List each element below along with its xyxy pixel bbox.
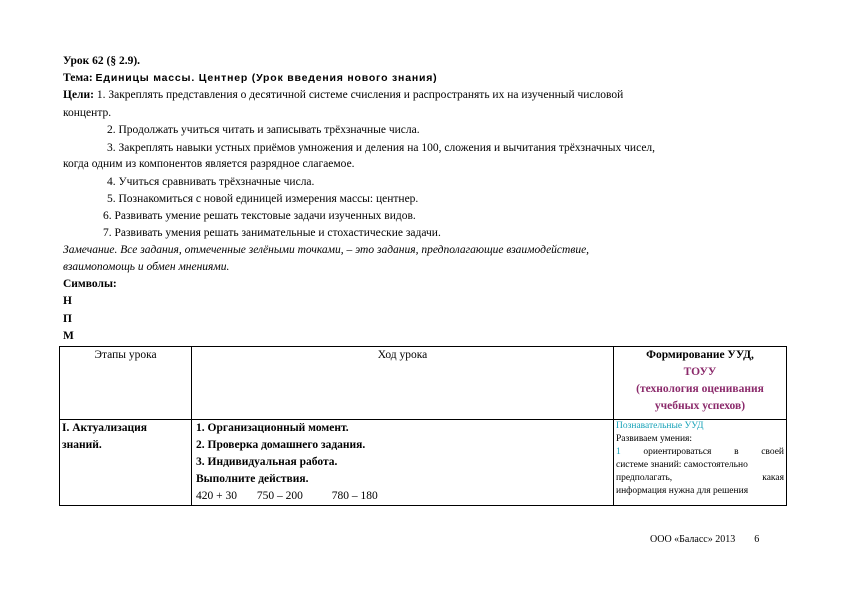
expression-3: 780 – 180 xyxy=(331,490,378,502)
uud-number: 1 xyxy=(616,447,621,457)
page-number: 6 xyxy=(754,534,760,545)
goal-3-continued: когда одним из компонентов является разрядное слагаемое. xyxy=(63,158,355,170)
goal-1 xyxy=(63,88,623,102)
step-2: 2. Проверка домашнего задания. xyxy=(196,439,366,451)
stage-text: I. Актуализация знаний. xyxy=(62,422,148,451)
header-course-text: Ход урока xyxy=(377,349,428,361)
goal-1-continued: концентр. xyxy=(63,107,112,119)
uud-title: Познавательные УУД xyxy=(616,421,704,431)
lesson-table xyxy=(59,346,787,506)
expression-2: 750 – 200 xyxy=(256,490,303,502)
goal-5: 5. Познакомиться с новой единицей измерения массы: центнер. xyxy=(107,193,419,205)
goal-6: 6. Развивать умение решать текстовые задачи изученных видов. xyxy=(103,210,416,222)
header-tech-line-2: учебных успехов) xyxy=(654,400,746,412)
uud-line-3: предполагать, какая xyxy=(616,473,784,483)
uud-line-1 xyxy=(616,446,784,459)
uud-cell xyxy=(614,420,787,506)
header-touu: ТОУУ xyxy=(683,366,717,378)
header-uud xyxy=(614,347,787,420)
table-header-row xyxy=(60,347,787,420)
step-3: 3. Индивидуальная работа. xyxy=(196,456,338,468)
header-stages-text: Этапы урока xyxy=(94,349,157,361)
theme-label: Тема: xyxy=(63,72,93,84)
header-stages xyxy=(60,347,192,420)
uud-line-2: системе знаний: самостоятельно xyxy=(616,460,748,470)
header-tech-line-1: (технология оценивания xyxy=(636,383,764,395)
publisher: ООО «Баласс» 2013 xyxy=(650,534,736,545)
uud-line-4: информация нужна для решения xyxy=(616,486,749,496)
step-4: Выполните действия. xyxy=(196,473,309,485)
table-row xyxy=(60,420,787,506)
note-line-2: взаимопомощь и обмен мнениями. xyxy=(63,261,230,273)
goals-label: Цели: xyxy=(63,89,94,101)
theme-text: Единицы массы. Центнер (Урок введения нового знания) xyxy=(95,72,438,84)
course-cell xyxy=(192,420,614,506)
stage-cell xyxy=(60,420,192,506)
symbol-m: М xyxy=(63,330,74,342)
note-line-1: Замечание. Все задания, отмеченные зелёными точками, – это задания, предполагающие взаимодействие, xyxy=(63,244,590,256)
header-uud-text: Формирование УУД, xyxy=(646,349,754,361)
lesson-number: Урок 62 (§ 2.9). xyxy=(63,55,141,67)
goal-1-text: 1. Закреплять представления о десятичной системе счисления и распространять их на изученный числовой xyxy=(96,89,624,101)
uud-develop: Развиваем умения: xyxy=(616,434,693,444)
symbol-p: П xyxy=(63,313,72,325)
symbol-n: Н xyxy=(63,295,72,307)
expression-1: 420 + 30 xyxy=(196,490,237,502)
expressions-row xyxy=(196,488,613,505)
goal-2: 2. Продолжать учиться читать и записывать трёхзначные числа. xyxy=(107,124,420,136)
lesson-theme xyxy=(63,71,437,85)
symbols-label: Символы: xyxy=(63,278,117,290)
goal-7: 7. Развивать умения решать занимательные и стохастические задачи. xyxy=(103,227,441,239)
page-footer xyxy=(650,534,759,545)
step-1: 1. Организационный момент. xyxy=(196,422,349,434)
header-course xyxy=(192,347,614,420)
goal-3: 3. Закреплять навыки устных приёмов умножения и деления на 100, сложения и вычитания трёхзначных чисел, xyxy=(107,142,656,154)
uud-text-1: ориентироваться в своей xyxy=(643,447,785,457)
goal-4: 4. Учиться сравнивать трёхзначные числа. xyxy=(107,176,315,188)
